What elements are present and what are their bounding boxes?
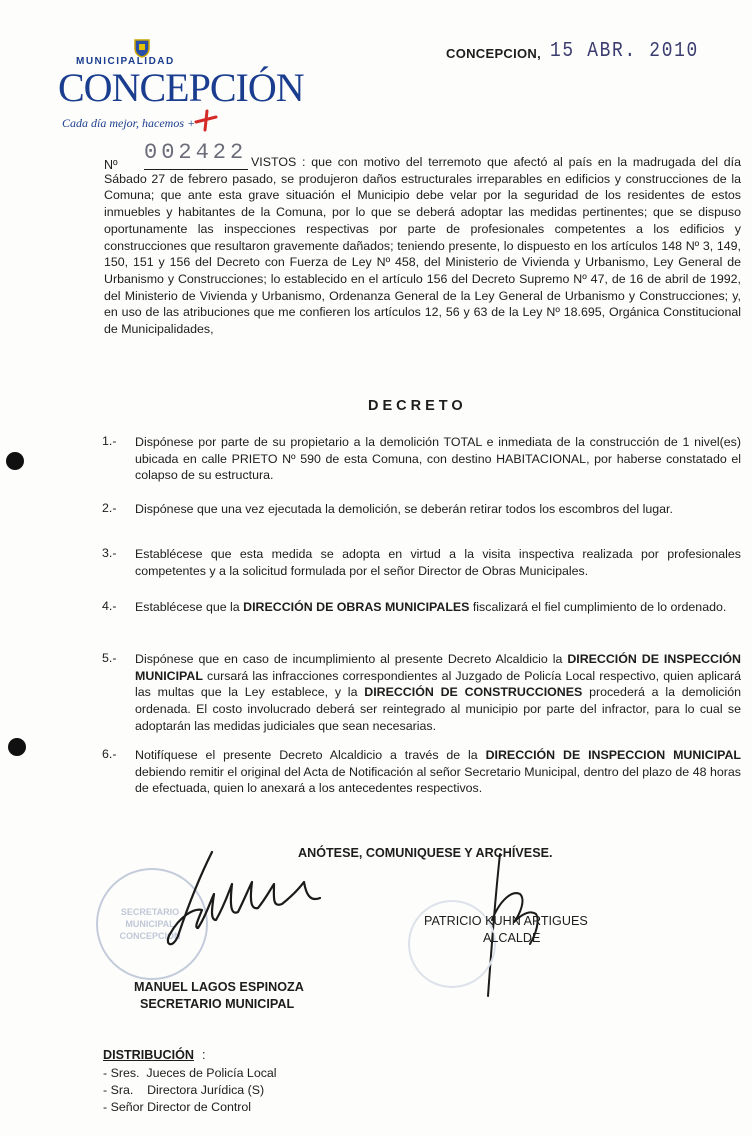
secretary-name: MANUEL LAGOS ESPINOZA [134,980,304,994]
list-item: - Sres. Jueces de Policía Local [103,1066,277,1080]
mayor-title: ALCALDE [483,931,541,945]
punch-hole-top [6,452,24,470]
coat-of-arms-icon [132,38,152,58]
logo-concepcion: CONCEPCIÓN [58,65,304,110]
distribution-heading: DISTRIBUCIÓN [103,1048,194,1062]
item-number: 4.- [102,599,117,613]
vistos-paragraph: VISTOS : que con motivo del terremoto que afectó al país en la madrugada del día Sábado 27 de febrero pasado, se produjeron daños estructurales irreparables en edificios y construcciones de la Comuna; que ante esta grave situación el Municipio debe velar por la seguridad de los residentes de estos inmuebles y habitantes de la Comuna, por lo que se deberá adoptar las medidas pertinentes; que se dispuso oportunamente las inspecciones respectivas por parte de profesionales competentes a los edificios y construcciones que resultaron gravemente dañados; teniendo presente, lo dispuesto en los artículos 148 Nº 3, 149, 150, 151 y 156 del Decreto con Fuerza de Ley Nº 458, del Ministerio de Vivienda y Urbanismo, Ley General de Urbanismo y Construcciones; lo establecido en el artículo 156 del Decreto Supremo Nº 47, de 16 de abril de 1992, del Ministerio de Vivienda y Urbanismo, Ordenanza General de la Ley General de Urbanismo y Construcciones; y, en uso de las atribuciones que me confieren los artículos 12, 56 y 63 de la Ley Nº 18.695, Orgánica Constitucional de Municipalidades, [104,155,741,337]
decree-number-label: Nº [104,158,118,172]
mayor-name: PATRICIO KUHN ARTIGUES [424,914,588,928]
date-stamp: 15 ABR. 2010 [550,40,699,63]
signature-secretary-icon [150,846,340,956]
punch-hole-bottom [8,738,26,756]
list-item: - Sra. Directora Jurídica (S) [103,1083,265,1097]
item-text: Establécese que esta medida se adopta en virtud a la visita inspectiva realizada por profesionales competentes y a la solicitud formulada por el señor Director de Obras Municipales. [135,547,741,578]
item-text: Dispónese por parte de su propietario a la demolición TOTAL e inmediata de la construcción de 1 nivel(es) ubicada en calle PRIETO Nº 590 de esta Comuna, con destino HABITACIONAL, por haberse constatado el colapso de su estructura. [135,435,741,483]
logo-municipalidad: MUNICIPALIDAD [76,56,175,67]
list-item: - Señor Director de Control [103,1100,252,1114]
date-place: CONCEPCION, [446,46,542,61]
item-number: 2.- [102,501,117,515]
seal-text: SECRETARIO MUNICIPAL CONCEPCION [119,907,181,941]
plus-mark-icon [192,108,220,132]
decreto-heading: DECRETO [368,398,467,414]
closing-formula: ANÓTESE, COMUNIQUESE Y ARCHÍVESE. [298,846,553,860]
item-number: 1.- [102,434,117,448]
item-number: 6.- [102,747,117,761]
item-text: Establécese que la DIRECCIÓN DE OBRAS MUNICIPALES fiscalizará el fiel cumplimiento de lo ordenado. [135,600,727,614]
item-number: 3.- [102,546,117,560]
item-number: 5.- [102,651,117,665]
item-text: Notifíquese el presente Decreto Alcaldicio a través de la DIRECCIÓN DE INSPECCION MUNICIPAL debiendo remitir el original del Acta de Notificación al señor Secretario Municipal, dentro del plazo de 48 horas de efectuada, quien lo anexará a los antecedentes respectivos. [135,748,742,796]
logo-tagline: Cada día mejor, hacemos + [62,116,196,130]
decree-number-stamp: 002422 [144,140,248,165]
secretary-title: SECRETARIO MUNICIPAL [140,997,295,1011]
item-text: Dispónese que en caso de incumplimiento al presente Decreto Alcaldicio la DIRECCIÓN DE INSPECCIÓN MUNICIPAL cursará las infracciones correspondientes al Juzgado de Policía Local respectivo, quien aplicará las multas que la Ley establece, y la DIRECCIÓN DE CONSTRUCCIONES procederá a la demolición ordenada. El costo involucrado deberá ser reintegrado al municipio por parte del infractor, para lo cual se adoptarán las medidas judiciales que sean necesarias. [135,652,742,733]
distribution-list [103,1065,277,1116]
item-text: Dispónese que una vez ejecutada la demolición, se deberán retirar todos los escombros del lugar. [135,502,673,516]
distribution-colon: : [202,1048,206,1062]
